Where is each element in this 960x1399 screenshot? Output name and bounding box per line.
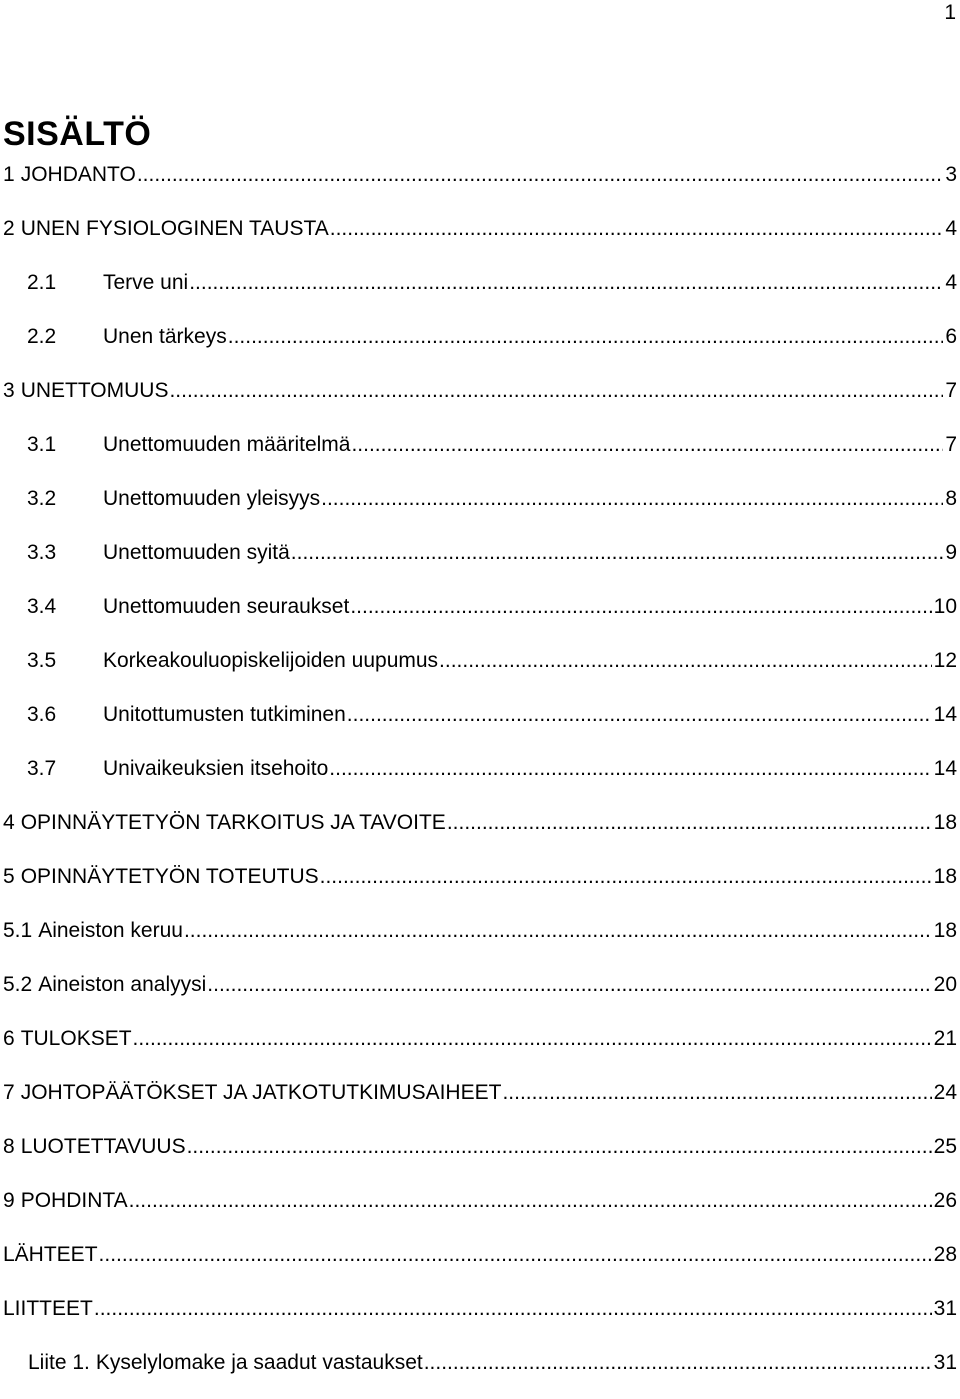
toc-entry-title: UNEN FYSIOLOGINEN TAUSTA — [20, 217, 329, 240]
dot-leader — [137, 157, 944, 193]
toc-entry-title: UNETTOMUUS — [20, 379, 169, 402]
dot-leader — [189, 265, 943, 301]
toc-entry-page: 18 — [933, 919, 957, 942]
toc-entry-title: Unettomuuden syitä — [103, 541, 290, 564]
dot-leader — [502, 1075, 931, 1111]
toc-entry-page: 10 — [933, 595, 957, 618]
toc-entry-number: 5.2 — [3, 973, 33, 996]
toc-entry-unettomuus[interactable] — [0, 373, 960, 427]
toc-entry-number: 9 — [3, 1189, 15, 1212]
dot-leader — [330, 211, 944, 247]
toc-entry-title: Aineiston keruu — [38, 919, 183, 942]
toc-entry-page: 8 — [945, 487, 957, 510]
toc-entry-luotettavuus[interactable] — [0, 1129, 960, 1183]
toc-entry-johdanto[interactable] — [0, 157, 960, 211]
dot-leader — [228, 319, 944, 355]
toc-entry-page: 28 — [933, 1243, 957, 1266]
toc-entry-liite-1[interactable] — [0, 1345, 960, 1399]
dot-leader — [320, 859, 932, 895]
toc-entry-page: 21 — [933, 1027, 957, 1050]
toc-entry-page: 18 — [933, 811, 957, 834]
toc-entry-page: 6 — [945, 325, 957, 348]
toc-entry-number: 2.1 — [27, 271, 57, 294]
toc-entry-page: 20 — [933, 973, 957, 996]
dot-leader — [347, 697, 932, 733]
dot-leader — [99, 1237, 932, 1273]
toc-entry-johtopaatokset[interactable] — [0, 1075, 960, 1129]
dot-leader — [329, 751, 931, 787]
toc-entry-page: 14 — [933, 757, 957, 780]
toc-entry-aineiston-keruu[interactable] — [0, 913, 960, 967]
toc-entry-unen-fysiologinen-tausta[interactable] — [0, 211, 960, 265]
toc-entry-number: 4 — [3, 811, 15, 834]
toc-entry-title: LUOTETTAVUUS — [20, 1135, 186, 1158]
toc-entry-number: Liite 1. — [28, 1351, 90, 1374]
dot-leader — [321, 481, 943, 517]
toc-entry-opinnaytetyon-tarkoitus[interactable] — [0, 805, 960, 859]
toc-entry-opinnaytetyon-toteutus[interactable] — [0, 859, 960, 913]
dot-leader — [94, 1291, 932, 1327]
toc-entry-korkeakouluopiskelijoiden-uupumus[interactable] — [0, 643, 960, 697]
toc-entry-title: Unettomuuden seuraukset — [103, 595, 350, 618]
toc-entry-page: 4 — [945, 271, 957, 294]
dot-leader — [184, 913, 932, 949]
toc-entry-title: Korkeakouluopiskelijoiden uupumus — [103, 649, 439, 672]
toc-entry-unettomuuden-yleisyys[interactable] — [0, 481, 960, 535]
toc-entry-number: 3.6 — [27, 703, 57, 726]
toc-entry-unettomuuden-syita[interactable] — [0, 535, 960, 589]
dot-leader — [350, 589, 931, 625]
dot-leader — [133, 1021, 932, 1057]
toc-entry-page: 9 — [945, 541, 957, 564]
toc-entry-number: 2 — [3, 217, 15, 240]
toc-entry-number: 7 — [3, 1081, 15, 1104]
toc-entry-univaikeuksien-itsehoito[interactable] — [0, 751, 960, 805]
toc-entry-title: LÄHTEET — [3, 1243, 98, 1266]
toc-entry-page: 4 — [945, 217, 957, 240]
dot-leader — [207, 967, 931, 1003]
dot-leader — [187, 1129, 932, 1165]
toc-entry-title: Unitottumusten tutkiminen — [103, 703, 346, 726]
toc-entry-title: POHDINTA — [20, 1189, 128, 1212]
toc-entry-title: JOHDANTO — [20, 163, 136, 186]
toc-entry-title: Unen tärkeys — [103, 325, 227, 348]
page-number: 1 — [944, 1, 956, 24]
toc-entry-number: 3.1 — [27, 433, 57, 456]
toc-entry-page: 14 — [933, 703, 957, 726]
toc-entry-title: JOHTOPÄÄTÖKSET JA JATKOTUTKIMUSAIHEET — [20, 1081, 502, 1104]
toc-entry-page: 12 — [933, 649, 957, 672]
toc-entry-page: 18 — [933, 865, 957, 888]
toc-entry-tulokset[interactable] — [0, 1021, 960, 1075]
dot-leader — [129, 1183, 932, 1219]
toc-entry-number: 3.4 — [27, 595, 57, 618]
toc-entry-aineiston-analyysi[interactable] — [0, 967, 960, 1021]
toc-entry-unettomuuden-maaritelma[interactable] — [0, 427, 960, 481]
toc-entry-title: Aineiston analyysi — [38, 973, 207, 996]
toc-entry-unitottumusten-tutkiminen[interactable] — [0, 697, 960, 751]
toc-entry-title: Unettomuuden määritelmä — [103, 433, 351, 456]
toc-entry-number: 5 — [3, 865, 15, 888]
toc-entry-unettomuuden-seuraukset[interactable] — [0, 589, 960, 643]
dot-leader — [351, 427, 943, 463]
dot-leader — [447, 805, 932, 841]
table-of-contents — [0, 157, 960, 1399]
toc-entry-number: 2.2 — [27, 325, 57, 348]
toc-entry-page: 31 — [933, 1351, 957, 1374]
toc-entry-number: 3 — [3, 379, 15, 402]
toc-entry-page: 26 — [933, 1189, 957, 1212]
toc-entry-title: Univaikeuksien itsehoito — [103, 757, 329, 780]
dot-leader — [424, 1345, 932, 1381]
toc-entry-page: 31 — [933, 1297, 957, 1320]
toc-entry-number: 8 — [3, 1135, 15, 1158]
toc-entry-title: TULOKSET — [20, 1027, 132, 1050]
toc-entry-page: 24 — [933, 1081, 957, 1104]
toc-title: SISÄLTÖ — [3, 115, 152, 153]
toc-entry-page: 25 — [933, 1135, 957, 1158]
toc-entry-title: Kyselylomake ja saadut vastaukset — [95, 1351, 423, 1374]
toc-entry-number: 6 — [3, 1027, 15, 1050]
toc-entry-title: Unettomuuden yleisyys — [103, 487, 321, 510]
toc-entry-number: 3.3 — [27, 541, 57, 564]
toc-entry-number: 5.1 — [3, 919, 33, 942]
toc-entry-terve-uni[interactable] — [0, 265, 960, 319]
toc-entry-page: 3 — [945, 163, 957, 186]
toc-entry-number: 1 — [3, 163, 15, 186]
toc-entry-number: 3.5 — [27, 649, 57, 672]
toc-entry-unen-tarkeys[interactable] — [0, 319, 960, 373]
toc-entry-title: LIITTEET — [3, 1297, 93, 1320]
dot-leader — [291, 535, 944, 571]
toc-entry-liitteet[interactable] — [0, 1291, 960, 1345]
dot-leader — [439, 643, 932, 679]
toc-entry-title: OPINNÄYTETYÖN TOTEUTUS — [20, 865, 319, 888]
toc-entry-page: 7 — [945, 433, 957, 456]
toc-entry-title: OPINNÄYTETYÖN TARKOITUS JA TAVOITE — [20, 811, 446, 834]
dot-leader — [169, 373, 943, 409]
toc-entry-lahteet[interactable] — [0, 1237, 960, 1291]
toc-entry-pohdinta[interactable] — [0, 1183, 960, 1237]
toc-entry-number: 3.2 — [27, 487, 57, 510]
toc-entry-page: 7 — [945, 379, 957, 402]
toc-entry-title: Terve uni — [103, 271, 189, 294]
toc-entry-number: 3.7 — [27, 757, 57, 780]
